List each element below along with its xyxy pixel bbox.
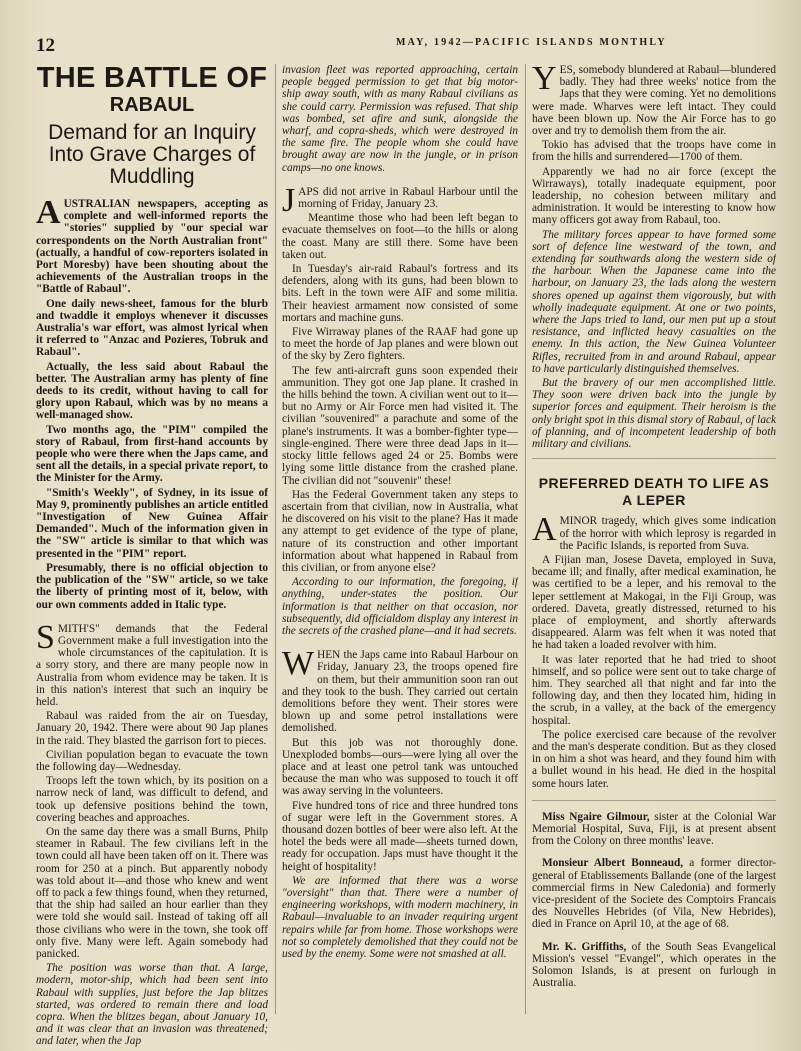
paragraph: Troops left the town which, by its position on a narrow neck of land, was difficult to defend, and took up defensive positions behind the town, covering beaches and approaches.: [36, 775, 268, 824]
article-deck: Demand for an Inquiry Into Grave Charges of Muddling: [48, 121, 256, 188]
paragraph: But the bravery of our men accomplished little. They soon were driven back into the jungle by superior forces and equipment. Their heroism is the only bright spot in this dismal story of Rabaul, of lack of planning, and of incompetent leadership of both military and civilians.: [532, 377, 776, 451]
article-title-line2: RABAUL: [109, 94, 195, 116]
page-number: 12: [36, 35, 55, 56]
drop-cap: A: [36, 194, 61, 231]
drop-cap: Y: [532, 64, 557, 97]
running-header: MAY, 1942—PACIFIC ISLANDS MONTHLY: [396, 37, 667, 48]
paragraph: Civilian population began to evacuate the town the following day—Wednesday.: [36, 748, 268, 773]
paragraph: "Smith's Weekly", of Sydney, in its issue of May 9, prominently publishes an article entitled "Investigation of New Guinea Affair Demanded". Much of the information given in the "SW" article is similar to that which was presented in the "PIM" report.: [36, 486, 268, 560]
paragraph: Five hundred tons of rice and three hundred tons of sugar were left in the Government stores. A thousand dozen bottles of beer were also left. At the hotel the beds were all made—sheets turned down, ready for occupation. Japs must have thought it the height of hospitality!: [282, 799, 518, 873]
paragraph: AUSTRALIAN newspapers, accepting as complete and well-informed reports the "stories" supplied by "our special war correspondents on the North Australian front" (actually, a handful of cow-reporters isolated in Port Moresby) have been shouting about the achievements of the Australian troops in the "Battle of Rabaul".: [36, 194, 268, 296]
paragraph: Meantime those who had been left began to evacuate themselves on foot—to the hills or along the coast. Many are still there. Some have been taken out.: [282, 212, 518, 261]
column-rule: [525, 64, 526, 1014]
paragraph: Apparently we had no air force (except the Wirraways), totally inadequate equipment, poor leadership, no cohesion between military and administration. It would be interesting to know how many officers got away from Rabaul, too.: [532, 165, 776, 227]
paragraph: Five Wirraway planes of the RAAF had gone up to meet the horde of Jap planes and were blown out of the sky by Zero fighters.: [282, 326, 518, 363]
paragraph: Presumably, there is no official objection to the publication of the "SW" article, so we take the liberty of printing most of it, below, with our own comments added in Italic type.: [36, 561, 268, 611]
news-note: Mr. K. Griffiths, of the South Seas Evangelical Mission's vessel "Evangel", which operates in the Solomon Islands, is at present on furlough in Australia.: [532, 940, 776, 990]
paragraph: Rabaul was raided from the air on Tuesday, January 20, 1942. There were about 90 Jap planes in the raid. They blasted the garrison fort to pieces.: [36, 710, 268, 747]
paragraph: The military forces appear to have formed some sort of defence line westward of the town, and extending far southwards along the western side of the harbour. When the Japanese came into the harbour, on January 23, the lads along the western shores opened up against them vigorously, but with wholly inadequate equipment. At one or two points, where the Japs tried to land, our men put up a stout resistance, and inflicted heavy casualties on the enemy. In this action, the New Guinea Volunteer Rifles, recruited from in and around Rabaul, appear to have particularly distinguished themselves.: [532, 228, 776, 375]
paragraph: Two months ago, the "PIM" compiled the story of Rabaul, from first-hand accounts by people who were there when the Japs came, and sent all the details, in a special private report, to the Minister for the Army.: [36, 423, 268, 485]
paragraph: The police exercised care because of the revolver and the man's desperate condition. But as they closed in on him a shot was heard, and they found him with a bullet wound in his head. He died in the hospital some hours later.: [532, 728, 776, 790]
paragraph: We are informed that there was a worse "oversight" than that. There were a number of engineering workshops, with modern machinery, in Rabaul—invaluable to an invader requiring urgent repairs while far from home. Those workshops were not so completely demolished that they could not be used by the enemy. Some were not smashed at all.: [282, 874, 518, 961]
news-note: Miss Ngaire Gilmour, sister at the Colonial War Memorial Hospital, Suva, Fiji, is at present absent from the Colony on three months' leave.: [532, 810, 776, 848]
column-2: [282, 64, 518, 1049]
paragraph: invasion fleet was reported approaching, certain people begged permission to get that big motor-ship away south, with as many Rabaul civilians as she could carry. Permission was refused. That ship was bombed, set afire and sunk, alongside the wharf, and copra-sheds, which were destroyed in the same fire. The people whom she could have brought away are now in the jungle, or in prison camps—no one knows.: [282, 64, 518, 174]
paragraph: The few anti-aircraft guns soon expended their ammunition. They got one Jap plane. It crashed in the hills behind the town. A civilian went out to it—but no Army or Air Force men had visited it. The civilian "souvenired" a parachute and some of the plane's instruments. It was a bomber-fighter type—single-engined. There were three dead Japs in it—stocky little fellows aged 24 or 25. Bombs were lying some little distance from the crashed plane. The civilian did not "souvenir" these!: [282, 364, 518, 487]
drop-cap: J: [282, 181, 296, 219]
column-3: [532, 64, 776, 1049]
paragraph: It was later reported that he had tried to shoot himself, and so police were sent out to take charge of him. They searched all that night and far into the following day, and then they located him, hiding in the scrub, in a valley, at the back of the emergency hospital.: [532, 653, 776, 727]
paragraph: The position was worse than that. A large, modern, motor-ship, which had been sent into Rabaul with supplies, just before the Jap blitzes started, was ordered to remain there and load copra. When the blitzes began, about January 10, and it was clear that an invasion was threatened; and later, when the Jap: [36, 962, 268, 1048]
drop-cap: W: [282, 645, 315, 683]
article-title: THE BATTLE OF: [36, 64, 268, 94]
paragraph: But this job was not thoroughly done. Unexploded bombs—ours—were lying all over the place and at least one petrol tank was untouched because the man who was supposed to touch it off was away serving in the volunteers.: [282, 736, 518, 798]
drop-cap: S: [36, 618, 55, 656]
column-1: [36, 64, 268, 1049]
drop-cap: A: [532, 511, 557, 549]
paragraph: SMITH'S" demands that the Federal Government make a full investigation into the whole circumstances of the capitulation. It is a sorry story, and there are many people now in Australia from whom evidence may be taken. It is in this nation's interest that such an inquiry be held.: [36, 618, 268, 708]
news-note: Monsieur Albert Bonneaud, a former director-general of Etablissements Ballande (one of the largest commercial firms in New Caledonia) and formerly vice-president of the Societe des Comptoirs Francais des Nouvelles Hebrides (of Vila, New Hebrides), died in France on April 10, at the age of 68.: [532, 857, 776, 931]
paragraph: In Tuesday's air-raid Rabaul's fortress and its defenders, along with its guns, had been blown to bits. Left in the town were AIF and some militia. Their heaviest armament now consisted of some mortars and machine guns.: [282, 263, 518, 324]
paragraph: Actually, the less said about Rabaul the better. The Australian army has plenty of fine deeds to its credit, without having to call for glory upon Rabaul, which was by no means a well-managed show.: [36, 360, 268, 422]
article-title: PREFERRED DEATH TO LIFE AS A LEPER: [532, 458, 776, 509]
paragraph: A Fijian man, Josese Daveta, employed in Suva, became ill; and finally, after medical examination, he was certified to be a leper, and his removal to the leper settlement at Makogai, in the Fiji Group, was ordered. Daveta, greatly distressed, returned to his place of employment, and shortly afterwards disappeared. Alarm was felt when it was noted that he had taken a loaded revolver with him.: [532, 553, 776, 652]
paragraph: WHEN the Japs came into Rabaul Harbour on Friday, January 23, the troops opened fire on them, but their ammunition soon ran out and they took to the bush. They carried out certain demolitions before they went. Their stores were blown up and some petrol installations were demolished.: [282, 645, 518, 735]
paragraph: Tokio has advised that the troops have come in from the hills and surrendered—1700 of them.: [532, 139, 776, 164]
paragraph: According to our information, the foregoing, if anything, under-states the position. Our information is that neither on that occasion, nor subsequently, did officialdom display any interest in the secrets of the crashed plane—and it had secrets.: [282, 576, 518, 637]
paragraph: JAPS did not arrive in Rabaul Harbour until the morning of Friday, January 23.: [282, 181, 518, 219]
paragraph: One daily news-sheet, famous for the blurb and twaddle it employs whenever it discusses Australia's war effort, was almost lyrical when it referred to "Anzac and Pozieres, Tobruk and Rabaul".: [36, 297, 268, 359]
column-rule: [275, 64, 276, 1014]
paragraph: YES, somebody blundered at Rabaul—blundered badly. They had three weeks' notice from the Japs that they were coming. Yet no demolitions were made. Wharves were left intact. They could have been blown up. Now the Air Force has to go over and try to demolish them from the air.: [532, 64, 776, 138]
paragraph: AMINOR tragedy, which gives some indication of the horror with which leprosy is regarded in the Pacific Islands, is reported from Suva.: [532, 511, 776, 552]
paragraph: Has the Federal Government taken any steps to ascertain from that civilian, now in Australia, what he discovered on his visit to the plane? Has it made any attempt to get evidence of the type of plane, nature of its construction and other important information about what happened in Rabaul from this civilian, or from anyone else?: [282, 488, 518, 574]
paragraph: On the same day there was a small Burns, Philp steamer in Rabaul. The few civilians left in the town could all have been taken off on it. There was room for 250 at a pinch. But apparently nobody was told about it—and those who knew and went off to pack a few things found, when they returned, that the ship had sailed an hour earlier than they were told she would sail. Instead of taking off all those civilians who were in the town, she took off only five. Many were left. Again somebody had panicked.: [36, 825, 268, 960]
